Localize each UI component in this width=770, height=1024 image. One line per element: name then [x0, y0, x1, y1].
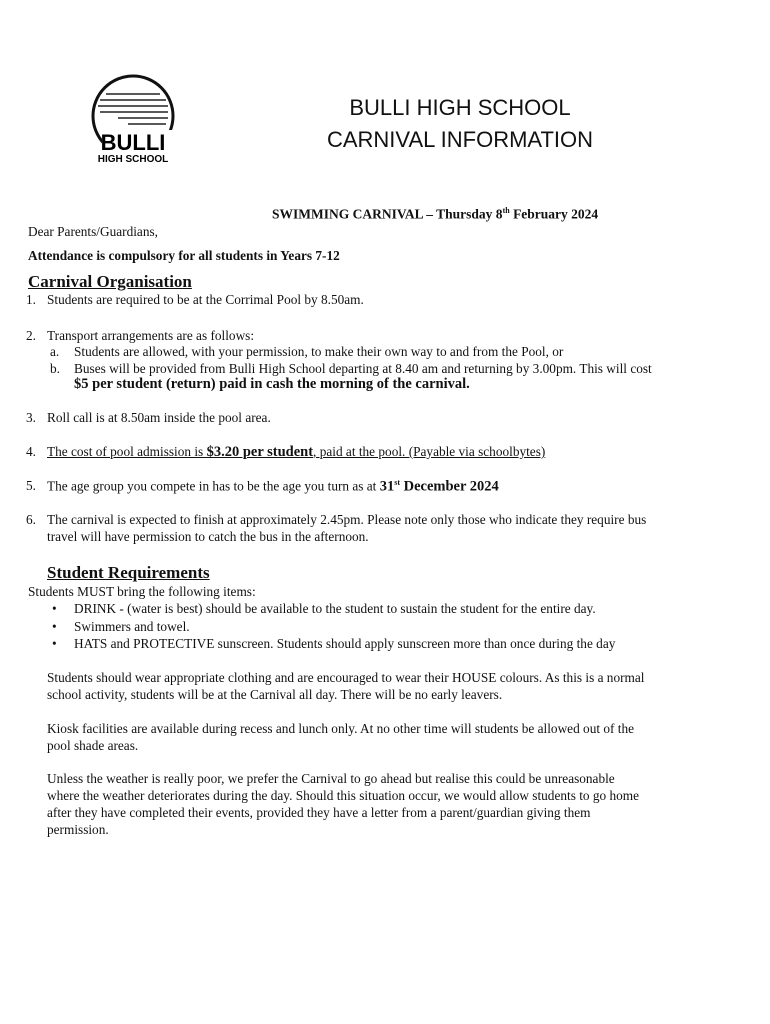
event-heading: SWIMMING CARNIVAL – Thursday 8th February 2024 [272, 206, 599, 222]
greeting: Dear Parents/Guardians, [28, 224, 158, 239]
bus-cost: $5 per student (return) paid in cash the morning of the carnival. [74, 376, 470, 392]
school-logo [78, 72, 188, 167]
document-title: BULLI HIGH SCHOOL CARNIVAL INFORMATION [326, 95, 594, 152]
list-item-continuation: travel will have permission to catch the bus in the afternoon. [47, 529, 369, 544]
section-heading-organisation: Carnival Organisation [28, 272, 192, 291]
paragraph-weather: Unless the weather is really poor, we prefer the Carnival to go ahead but realise this could be unreasonable where the weather deteriorates during the day. Should this situation occur, we would allow students to go home after they have completed their events, provided they have a letter from a parent/guardian giving them permission. [47, 771, 640, 837]
svg-text:HIGH SCHOOL: HIGH SCHOOL [97, 154, 169, 165]
section-heading-requirements: Student Requirements [47, 563, 210, 582]
svg-text:BULLI: BULLI [100, 130, 166, 155]
requirements-intro: Students MUST bring the following items: [28, 584, 256, 599]
attendance-notice: Attendance is compulsory for all students in Years 7-12 [28, 248, 340, 263]
paragraph-clothing: Students should wear appropriate clothing and are encouraged to wear their HOUSE colours. As this is a normal school activity, students will be at the Carnival all day. There will be no early leavers. [47, 670, 645, 702]
paragraph-kiosk: Kiosk facilities are available during recess and lunch only. At no other time will students be allowed out of the pool shade areas. [47, 721, 635, 753]
